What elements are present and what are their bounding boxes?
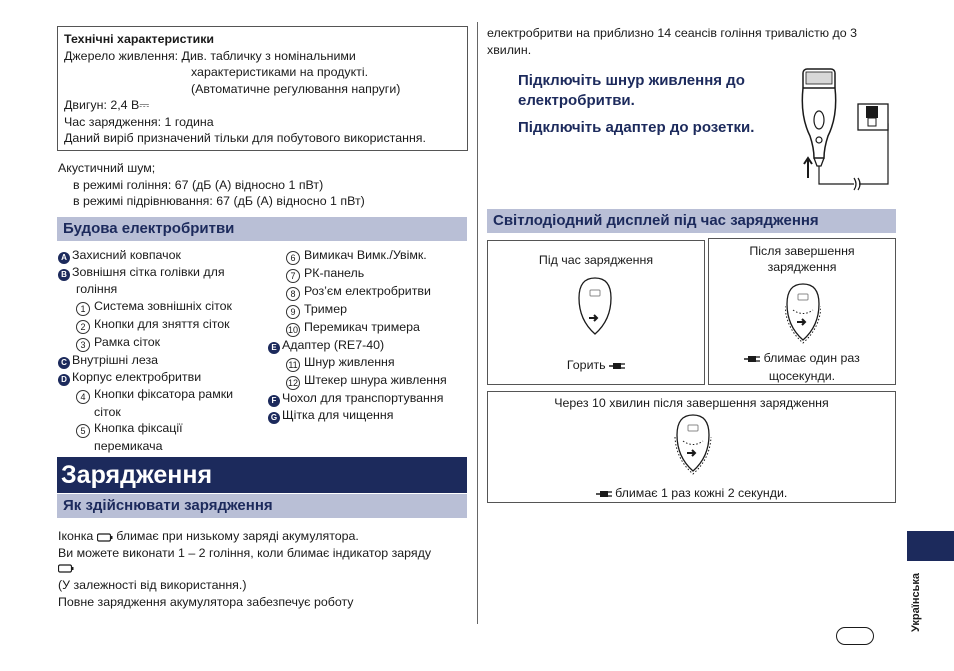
- list-item-text: Кнопка фіксації: [94, 421, 183, 435]
- plug-icon: [596, 489, 612, 499]
- badge-a: A: [58, 252, 70, 264]
- number-circle: 6: [286, 251, 300, 265]
- list-item: [58, 298, 278, 316]
- number-circle: 12: [287, 378, 298, 388]
- list-item-text: Внутрішні леза: [72, 352, 159, 367]
- badge-b: B: [58, 269, 70, 281]
- charging-title: Зарядження: [57, 457, 467, 493]
- specifications-box: [57, 26, 468, 151]
- list-item: [268, 337, 468, 354]
- shaver-plug-illustration: [796, 66, 896, 192]
- list-item: гоління: [76, 282, 118, 296]
- display-indicator-icon: [674, 413, 712, 475]
- panel-caption: зарядження: [767, 260, 837, 274]
- panel-status-text: блимає 1 раз кожні 2 секунди.: [615, 486, 788, 500]
- badge-f: F: [268, 395, 280, 407]
- list-item: [58, 369, 278, 386]
- list-item: [268, 407, 468, 424]
- continued-line: хвилин.: [487, 42, 532, 57]
- list-item: [268, 283, 468, 301]
- list-item: [58, 334, 278, 352]
- charging-para: Ви можете виконати 1 – 2 гоління, коли блимає індикатор заряду: [58, 545, 432, 560]
- list-item: [58, 247, 278, 264]
- number-circle: 9: [286, 305, 300, 319]
- specs-line: Даний виріб призначений тільки для побутового використання.: [64, 131, 426, 145]
- noise-title: Акустичний шум;: [58, 161, 156, 175]
- panel-status-text: Горить: [566, 358, 606, 372]
- list-item: [268, 354, 468, 372]
- list-item-text: Захисний ковпачок: [72, 248, 181, 262]
- list-item: перемикача: [94, 439, 163, 453]
- battery-icon: [97, 533, 113, 542]
- display-indicator-icon: [577, 276, 613, 336]
- instruction-2: Підключіть адаптер до розетки.: [518, 119, 755, 136]
- list-item-text: Роз’єм електробритви: [304, 284, 431, 298]
- charging-para: [58, 528, 468, 545]
- list-item: сіток: [94, 404, 121, 419]
- continued-line: електробритви на приблизно 14 сеансів гоління тривалістю до 3: [487, 26, 857, 40]
- specs-line: (Автоматичне регулювання напруги): [191, 81, 401, 96]
- battery-icon: [58, 564, 74, 573]
- number-circle: 10: [287, 325, 298, 335]
- number-circle: 3: [76, 338, 90, 352]
- panel-caption: Через 10 хвилин після завершення зарядження: [554, 396, 829, 410]
- number-circle: 8: [286, 287, 300, 301]
- list-item-text: Щітка для чищення: [282, 408, 394, 422]
- charging-text-span: Іконка: [58, 529, 94, 543]
- badge-g: G: [268, 412, 280, 424]
- number-circle: 1: [76, 302, 90, 316]
- panel-10-min-after: [487, 391, 896, 503]
- column-divider: [477, 22, 478, 624]
- continued-text: [487, 25, 897, 58]
- panel-status: [709, 350, 895, 366]
- list-item: [58, 386, 278, 404]
- charging-subheading: Як здійснювати зарядження: [57, 494, 467, 518]
- panel-during-charge: [487, 240, 705, 385]
- specs-title: Технічні характеристики: [64, 32, 215, 46]
- list-item-text: Система зовнішніх сіток: [94, 298, 232, 313]
- language-label-text: Українська: [910, 572, 922, 632]
- instructions: [518, 71, 798, 138]
- battery-icon-row: [58, 561, 468, 577]
- display-indicator-icon: [785, 282, 821, 344]
- list-item-text: Перемикач тримера: [304, 320, 420, 334]
- badge-e: E: [268, 342, 280, 354]
- badge-d: D: [58, 374, 70, 386]
- list-item-text: Зовнішня сітка голівки для: [72, 265, 225, 279]
- list-item-text: Шнур живлення: [304, 355, 395, 369]
- structure-list-left: [58, 247, 278, 455]
- badge-c: C: [58, 357, 70, 369]
- list-item: [268, 390, 468, 407]
- list-item-text: РК-панель: [304, 266, 365, 280]
- list-item-text: Вимикач Вимк./Увімк.: [304, 248, 427, 262]
- number-circle: 4: [76, 390, 90, 404]
- list-item: [268, 247, 468, 265]
- noise-line: в режимі гоління: 67 (дБ (A) відносно 1 пВт): [73, 177, 324, 192]
- specs-line: Джерело живлення: Див. табличку з номінальними: [64, 48, 356, 63]
- list-item-text: Корпус електробритви: [72, 369, 202, 384]
- charging-para: Повне зарядження акумулятора забезпечує роботу: [58, 594, 354, 609]
- list-item-text: Тример: [304, 302, 347, 316]
- list-item: [58, 420, 278, 438]
- list-item: [268, 319, 468, 337]
- structure-list-right: [268, 247, 468, 424]
- panel-status-text: щосекунди.: [768, 369, 836, 383]
- charging-text-span: блимає при низькому заряді акумулятора.: [116, 529, 359, 543]
- list-item-text: Рамка сіток: [94, 334, 161, 349]
- specs-line: Час зарядження: 1 година: [64, 114, 214, 129]
- page-number-oval: [836, 627, 874, 645]
- noise-block: [58, 160, 365, 210]
- list-item-text: Чохол для транспортування: [282, 391, 444, 405]
- list-item-text: Адаптер (RE7-40): [282, 338, 385, 352]
- panel-status: [488, 357, 704, 373]
- number-circle: 2: [76, 320, 90, 334]
- charging-para: (У залежності від використання.): [58, 578, 247, 592]
- number-circle: 5: [76, 424, 90, 438]
- noise-line: в режимі підрівнювання: 67 (дБ (A) відносно 1 пВт): [73, 194, 365, 208]
- number-circle: 7: [286, 269, 300, 283]
- list-item: [268, 372, 468, 390]
- panel-caption: Під час зарядження: [538, 253, 654, 267]
- panel-caption: Після завершення: [749, 244, 855, 258]
- list-item: [58, 316, 278, 334]
- specs-line: Двигун: 2,4 В⎓: [64, 98, 150, 112]
- panel-status: [488, 485, 895, 501]
- panel-status-text: блимає один раз: [763, 351, 860, 365]
- list-item: [58, 264, 278, 281]
- instruction-1a: Підключіть шнур живлення до: [518, 72, 745, 89]
- charging-text: [58, 528, 468, 610]
- list-item-text: Кнопки для зняття сіток: [94, 316, 230, 331]
- structure-heading: Будова електробритви: [57, 217, 467, 241]
- list-item: [268, 301, 468, 319]
- number-circle: 11: [286, 358, 300, 372]
- panel-after-charge: [708, 238, 896, 385]
- list-item: [58, 352, 278, 369]
- list-item: [268, 265, 468, 283]
- plug-icon: [744, 354, 760, 364]
- language-tab-marker: [907, 531, 954, 561]
- language-label: [906, 566, 924, 636]
- plug-icon: [609, 361, 625, 371]
- specs-line: характеристиками на продукті.: [191, 65, 369, 79]
- list-item-text: Штекер шнура живлення: [304, 373, 447, 387]
- list-item-text: Кнопки фіксатора рамки: [94, 386, 234, 401]
- display-heading: Світлодіодний дисплей під час зарядження: [487, 209, 896, 233]
- instruction-1b: електробритви.: [518, 92, 635, 109]
